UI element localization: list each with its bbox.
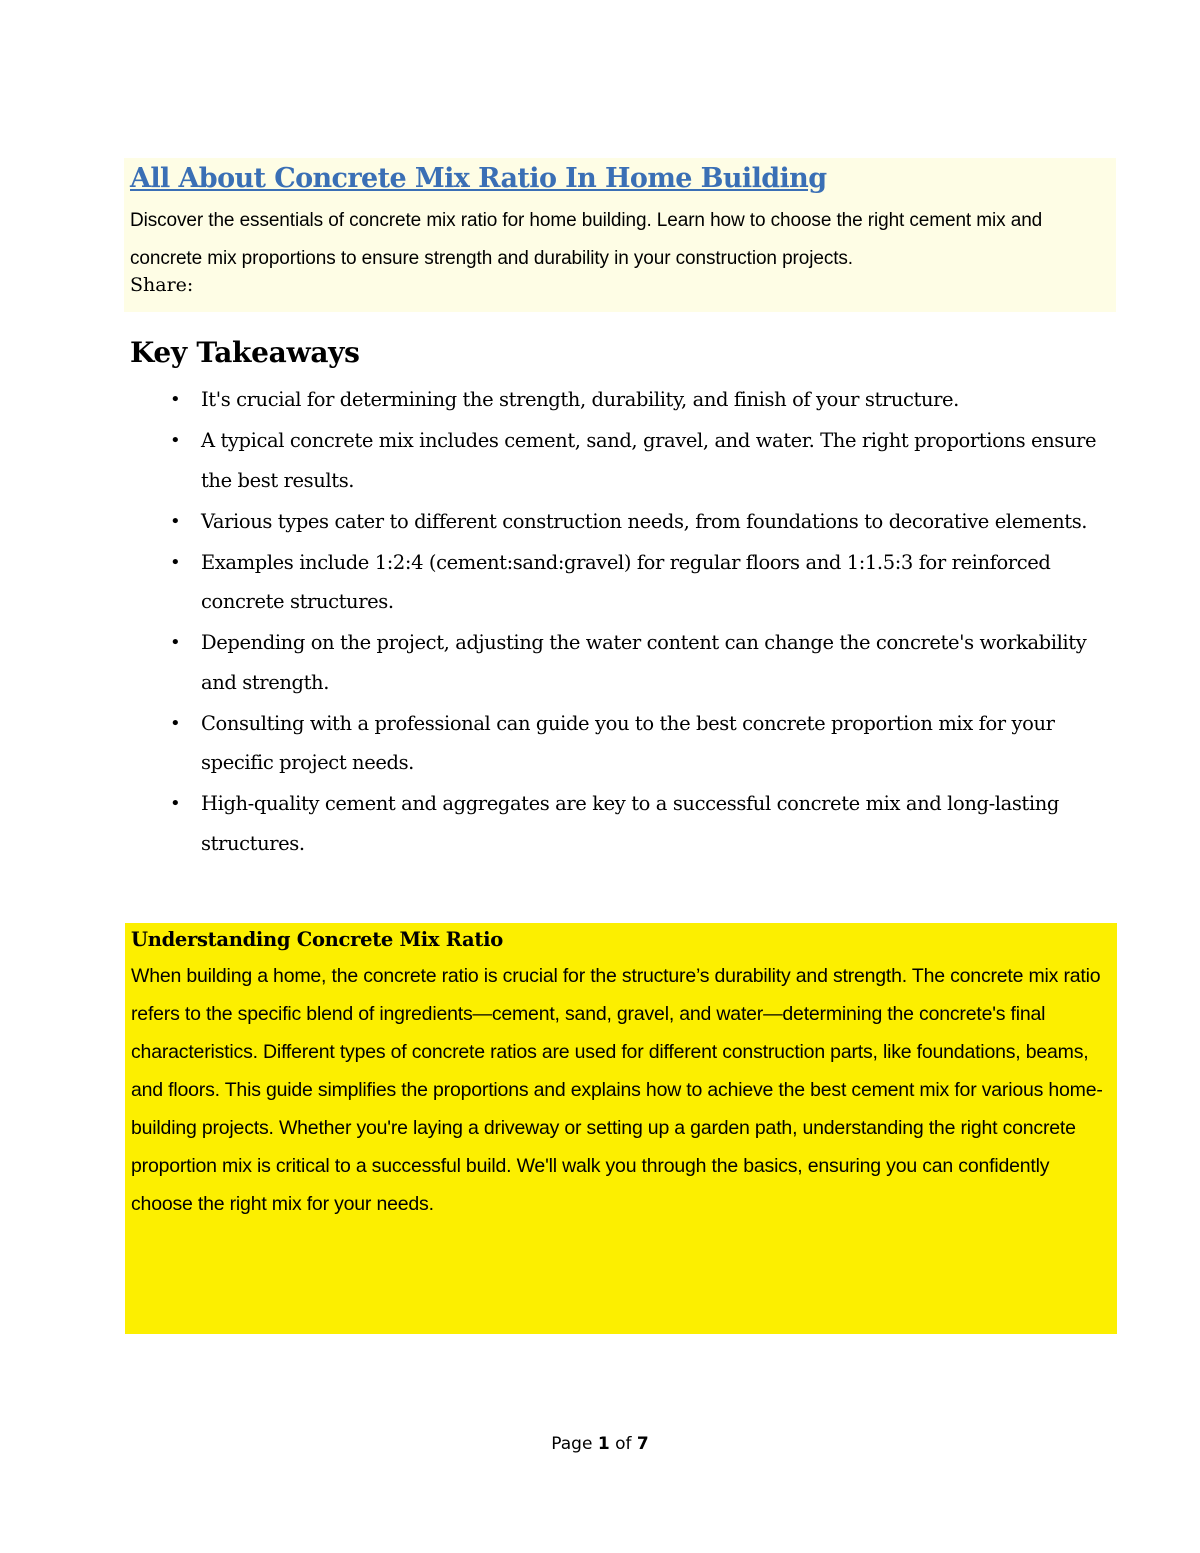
list-item: [130, 623, 1110, 702]
bullet-icon: •: [170, 389, 181, 410]
bullet-icon: •: [170, 430, 181, 451]
of-word: of: [615, 1434, 632, 1454]
key-takeaways-heading: Key Takeaways: [130, 336, 360, 369]
article-intro: Discover the essentials of concrete mix ratio for home building. Learn how to choose the right cement mix and concrete mix proportions to ensure strength and durability in your construction projects.: [130, 210, 1043, 269]
list-item: [130, 543, 1110, 622]
page-footer: [0, 1430, 1200, 1458]
list-item-text: Various types cater to different construction needs, from foundations to decorative elements.: [201, 509, 1088, 533]
article-title-link[interactable]: All About Concrete Mix Ratio In Home Building: [130, 163, 827, 194]
article-header: [124, 158, 1116, 312]
bullet-icon: •: [170, 551, 181, 573]
list-item: [130, 502, 1110, 542]
understanding-heading: Understanding Concrete Mix Ratio: [131, 928, 503, 951]
bullet-icon: •: [170, 510, 181, 532]
list-item-text: Consulting with a professional can guide you to the best concrete proportion mix for your specific project needs.: [201, 711, 1055, 774]
total-pages-number: 7: [636, 1434, 649, 1454]
current-page-number: 1: [597, 1434, 610, 1454]
bullet-icon: •: [170, 632, 181, 653]
list-item-text: High-quality cement and aggregates are key to a successful concrete mix and long-lasting structures.: [201, 792, 1059, 855]
key-takeaways-list: [130, 380, 1110, 865]
share-label: Share:: [130, 274, 194, 296]
list-item: [130, 784, 1110, 863]
list-item-text: Depending on the project, adjusting the water content can change the concrete's workability and strength.: [201, 631, 1087, 694]
page-word: Page: [551, 1434, 593, 1454]
list-item: [130, 380, 1110, 420]
understanding-section: [125, 923, 1117, 1334]
list-item-text: Examples include 1:2:4 (cement:sand:gravel) for regular floors and 1:1.5:3 for reinforced concrete structures.: [201, 550, 1051, 613]
bullet-icon: •: [170, 793, 181, 814]
list-item: [130, 421, 1110, 500]
understanding-body: When building a home, the concrete ratio is crucial for the structure’s durability and strength. The concrete mix ratio refers to the specific blend of ingredients—cement, sand, gravel, and water—determining the concrete's final characteristics. Different types of concrete ratios are used for different construction parts, like foundations, beams, and floors. This guide simplifies the proportions and explains how to achieve the best cement mix for various home-building projects. Whether you're laying a driveway or setting up a garden path, understanding the right concrete proportion mix is critical to a successful build. We'll walk you through the basics, ensuring you can confidently choose the right mix for your needs.: [131, 965, 1103, 1215]
bullet-icon: •: [170, 712, 181, 734]
list-item-text: A typical concrete mix includes cement, sand, gravel, and water. The right proportions ensure the best results.: [201, 429, 1097, 492]
list-item: [130, 704, 1110, 783]
list-item-text: It's crucial for determining the strength, durability, and finish of your structure.: [201, 388, 959, 411]
